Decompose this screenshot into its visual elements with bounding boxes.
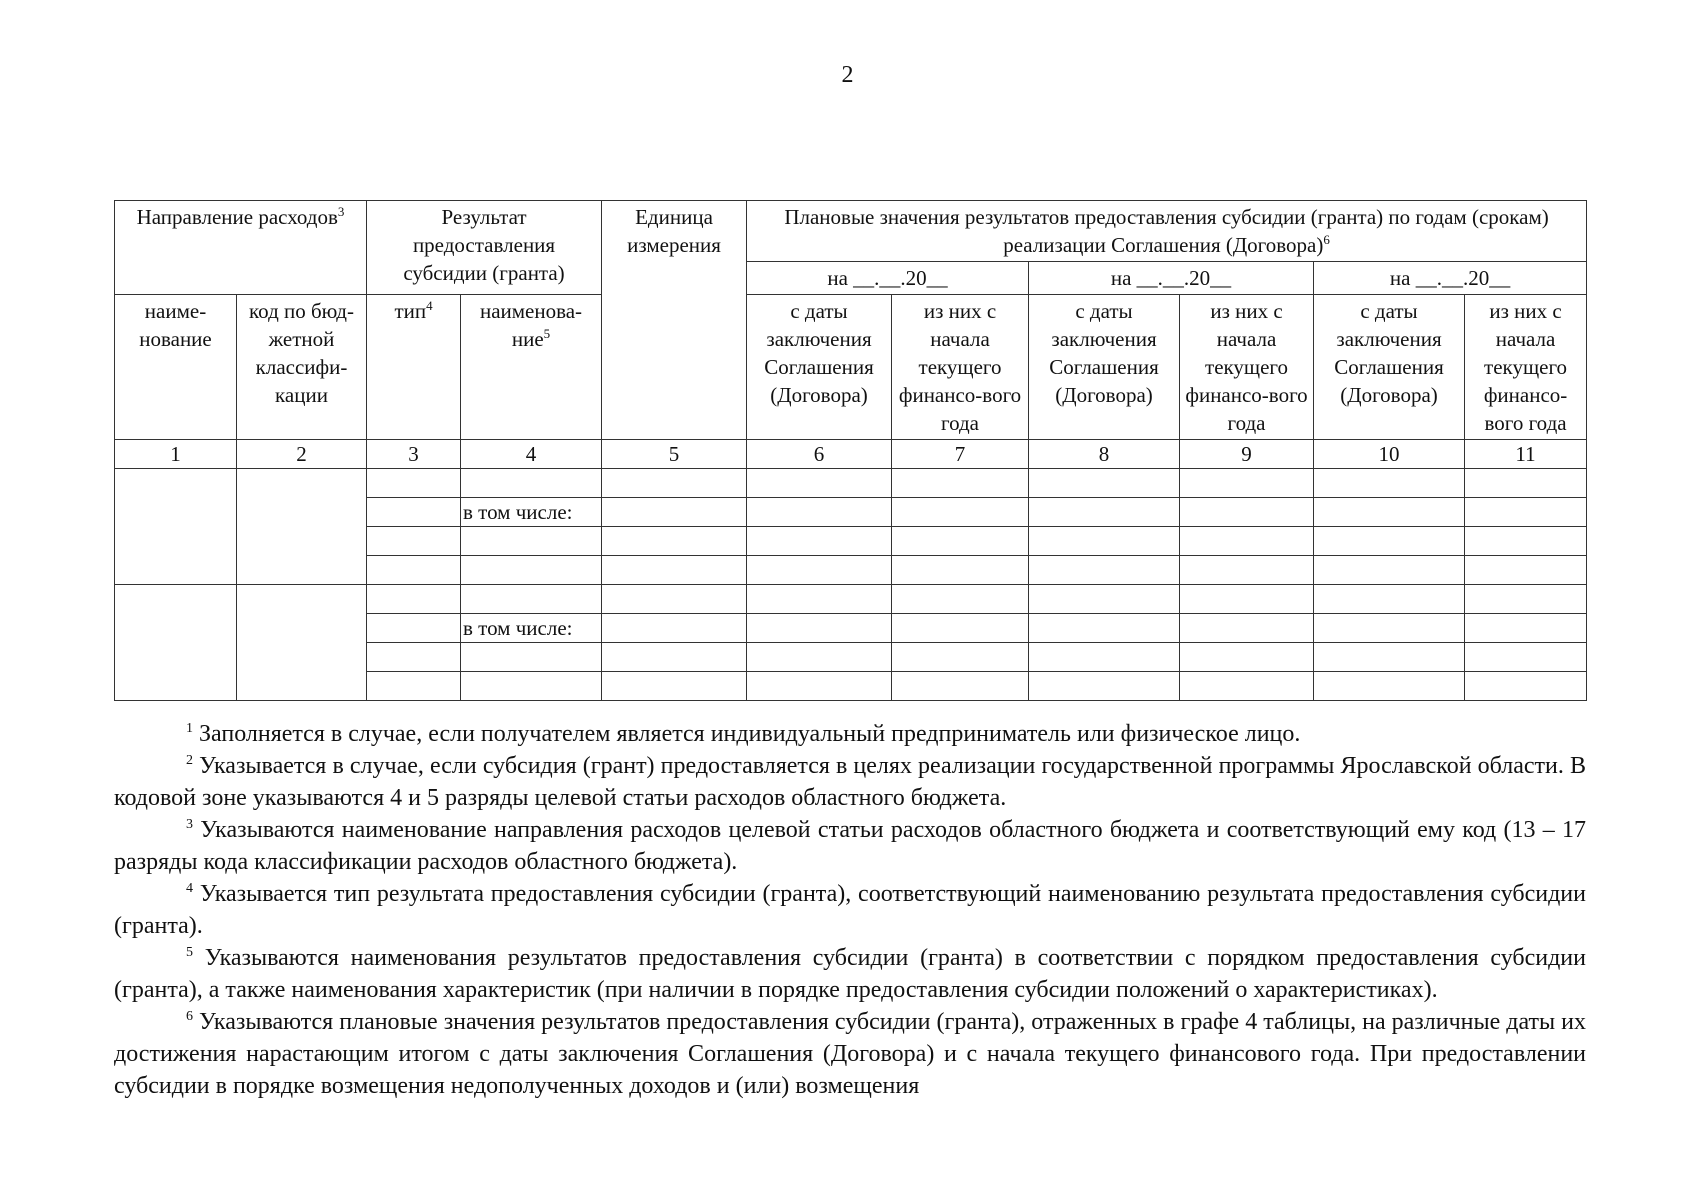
table-row xyxy=(115,585,1587,614)
header-from-agreement: с даты заключения Соглашения (Договора) xyxy=(1314,295,1465,440)
column-number: 2 xyxy=(237,440,367,469)
page-number: 2 xyxy=(841,62,854,88)
header-date-1: на __.__.20__ xyxy=(747,262,1029,295)
column-number: 3 xyxy=(367,440,461,469)
footnotes xyxy=(114,718,1586,1102)
direction-code-cell xyxy=(237,469,367,585)
header-from-agreement: с даты заключения Соглашения (Договора) xyxy=(747,295,892,440)
footnote-3: $^3$ Указываются наименование направления расходов целевой статьи расходов областного бюджета и соответствующий ему код (13 – 17 разряды кода классификации расходов областного бюджета). xyxy=(114,817,1586,875)
column-number: 7 xyxy=(892,440,1029,469)
direction-name-cell xyxy=(115,469,237,585)
header-code: код по бюд-жетной классифи-кации xyxy=(237,295,367,440)
header-from-year: из них с начала текущего финансо-вого года xyxy=(1465,295,1587,440)
including-label: в том числе: xyxy=(461,614,602,643)
column-number: 8 xyxy=(1029,440,1180,469)
header-from-year: из них с начала текущего финансо-вого года xyxy=(1180,295,1314,440)
header-planned-values: Плановые значения результатов предоставления субсидии (гранта) по годам (срокам) реализации Соглашения (Договора)$^6$ xyxy=(747,201,1587,262)
planned-results-table xyxy=(114,200,1587,701)
header-result: Результат предоставления субсидии (гранта) xyxy=(367,201,602,295)
column-number: 10 xyxy=(1314,440,1465,469)
header-name: наиме-нование xyxy=(115,295,237,440)
column-number: 1 xyxy=(115,440,237,469)
header-from-agreement: с даты заключения Соглашения (Договора) xyxy=(1029,295,1180,440)
table-row xyxy=(115,469,1587,498)
column-number: 5 xyxy=(602,440,747,469)
footnote-6: $^6$ Указываются плановые значения результатов предоставления субсидии (гранта), отраженных в графе 4 таблицы, на различные даты их достижения нарастающим итогом с даты заключения Соглашения (Договора) и с начала текущего финансового года. При предоставлении субсидии в порядке возмещения недополученных доходов и (или) возмещения xyxy=(114,1009,1587,1099)
column-numbers-row xyxy=(115,440,1587,469)
header-from-year: из них с начала текущего финансо-вого года xyxy=(892,295,1029,440)
header-result-name: наименова-ние$^5$ xyxy=(461,295,602,440)
footnote-5: $^5$ Указываются наименования результатов предоставления субсидии (гранта) в соответствии с порядком предоставления субсидии (гранта), а также наименования характеристик (при наличии в порядке предоставления субсидии положений о характеристиках). xyxy=(114,945,1586,1003)
column-number: 4 xyxy=(461,440,602,469)
including-label: в том числе: xyxy=(461,498,602,527)
direction-name-cell xyxy=(115,585,237,701)
footnote-2: $^2$ Указывается в случае, если субсидия (грант) предоставляется в целях реализации государственной программы Ярославской области. В кодовой зоне указываются 4 и 5 разряды целевой статьи расходов областного бюджета. xyxy=(114,753,1586,811)
column-number: 9 xyxy=(1180,440,1314,469)
header-type: тип$^4$ xyxy=(367,295,461,440)
header-date-2: на __.__.20__ xyxy=(1029,262,1314,295)
direction-code-cell xyxy=(237,585,367,701)
header-direction: Направление расходов$^3$ xyxy=(115,201,367,295)
column-number: 11 xyxy=(1465,440,1587,469)
footnote-1: $^1$ Заполняется в случае, если получателем является индивидуальный предприниматель или физическое лицо. xyxy=(186,721,1301,747)
column-number: 6 xyxy=(747,440,892,469)
header-unit: Единица измерения xyxy=(602,201,747,440)
header-date-3: на __.__.20__ xyxy=(1314,262,1587,295)
footnote-4: $^4$ Указывается тип результата предоставления субсидии (гранта), соответствующий наименованию результата предоставления субсидии (гранта). xyxy=(114,881,1586,939)
